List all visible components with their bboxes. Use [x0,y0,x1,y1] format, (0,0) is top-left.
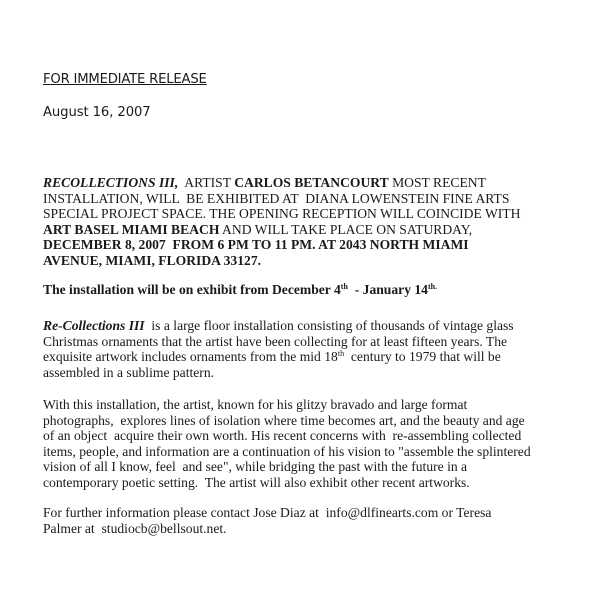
context-line: photographs, explores lines of isolation where time becomes art, and the beauty and age [43,412,525,428]
description-line: Christmas ornaments that the artist have been collecting for at least fifteen years. The [43,333,508,349]
exhibit-dates [43,282,600,298]
context-line: of an object acquire their own worth. His recent concerns with re-assembling collected [43,428,522,444]
contact-line: For further information please contact Jose Diaz at info@dlfinearts.com or Teresa [43,505,492,520]
artwork-title: Re-Collections III [43,318,145,333]
superscript: th. [427,282,438,291]
description-line: assembled in a sublime pattern. [43,364,215,380]
announcement-line [43,175,600,191]
artist-name: CARLOS BETANCOURT [234,175,389,190]
description-line [43,318,600,334]
text-segment: MOST RECENT [388,175,486,190]
context-line: vision of all I know, feel and see", while bridging the past with the future in a [43,459,468,475]
text-segment: century to 1979 that will be [344,349,501,365]
text-segment: The installation will be on exhibit from December 4 [43,282,341,297]
exhibit-dates-line [43,282,600,298]
superscript: th [337,349,345,359]
announcement-paragraph [43,175,600,269]
release-date: August 16, 2007 [43,105,151,120]
description-line [43,349,600,365]
exhibition-title: RECOLLECTIONS III, [43,175,179,190]
text-segment: AND WILL TAKE PLACE ON SATURDAY, [219,221,473,237]
text-segment: is a large floor installation consisting of thousands of vintage glass [144,318,514,333]
release-heading: FOR IMMEDIATE RELEASE [43,72,207,87]
context-line: items, people, and information are a continuation of his vision to "assemble the splintered [43,443,531,459]
text-segment: ARTIST [178,175,235,190]
text-segment: exquisite artwork includes ornaments from the mid 18 [43,349,338,365]
contact-paragraph [43,505,600,536]
announcement-line: AVENUE, MIAMI, FLORIDA 33127. [43,252,262,268]
superscript: th [340,282,348,291]
context-line: contemporary poetic setting. The artist will also exhibit other recent artworks. [43,474,470,490]
announcement-line: INSTALLATION, WILL BE EXHIBITED AT DIANA LOWENSTEIN FINE ARTS [43,190,510,206]
announcement-line: SPECIAL PROJECT SPACE. THE OPENING RECEPTION WILL COINCIDE WITH [43,206,521,222]
announcement-line [43,222,600,238]
contact-line: Palmer at studiocb@bellsout.net. [43,520,227,536]
context-paragraph [43,397,600,491]
description-paragraph [43,318,600,380]
event-name: ART BASEL MIAMI BEACH [43,221,220,237]
text-segment: - January 14 [347,282,428,297]
context-line: With this installation, the artist, known for his glitzy bravado and large format [43,397,468,412]
announcement-line: DECEMBER 8, 2007 FROM 6 PM TO 11 PM. AT 2043 NORTH MIAMI [43,237,469,253]
